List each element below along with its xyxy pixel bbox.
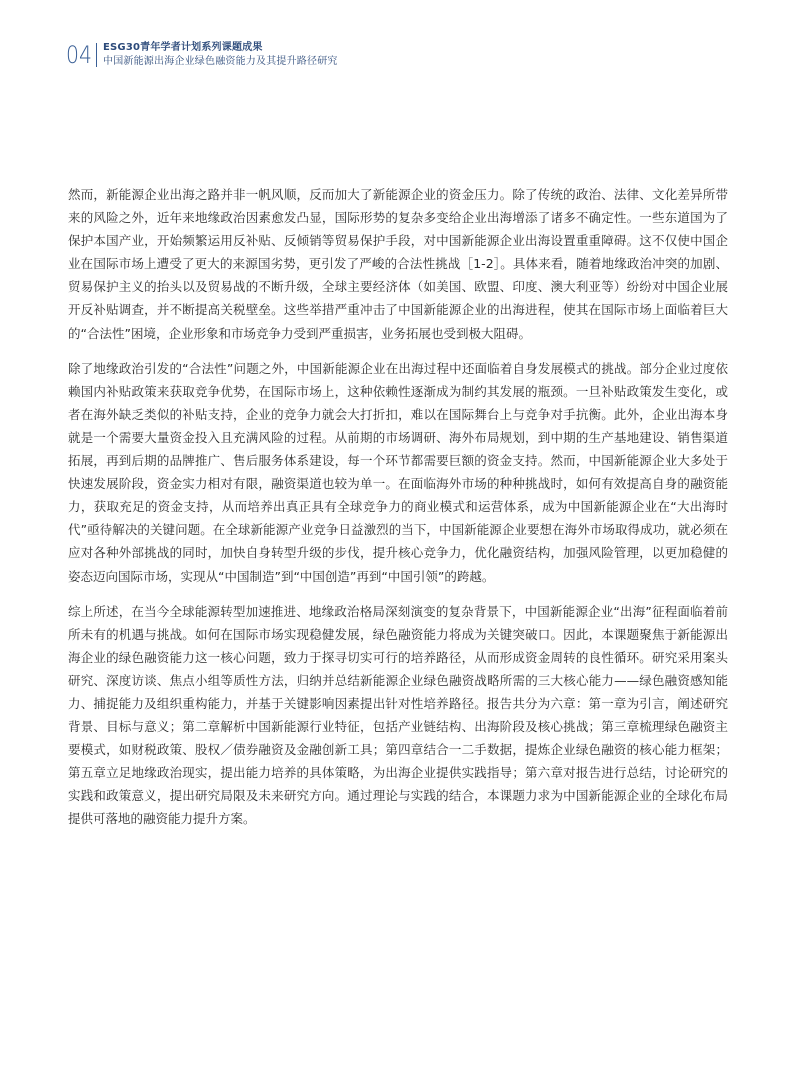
header-divider [96, 43, 97, 67]
paragraph-1: 然而，新能源企业出海之路并非一帆风顺，反而加大了新能源企业的资金压力。除了传统的政治、法律、文化差异所带来的风险之外，近年来地缘政治因素愈发凸显，国际形势的复杂多变给企业出海增添了诸多不确定性。一些东道国为了保护本国产业，开始频繁运用反补贴、反倾销等贸易保护手段，对中国新能源企业出海设置重重障碍。这不仅使中国企业在国际市场上遭受了更大的来源国劣势，更引发了严峻的合法性挑战［1-2］。具体来看，随着地缘政治冲突的加剧、贸易保护主义的抬头以及贸易战的不断升级，全球主要经济体（如美国、欧盟、印度、澳大利亚等）纷纷对中国企业展开反补贴调查，并不断提高关税壁垒。这些举措严重冲击了中国新能源企业的出海进程，使其在国际市场上面临着巨大的“合法性”困境，企业形象和市场竞争力受到严重损害，业务拓展也受到极大阻碍。 [68, 187, 728, 341]
body-text [68, 183, 728, 843]
paragraph-2: 除了地缘政治引发的“合法性”问题之外，中国新能源企业在出海过程中还面临着自身发展模式的挑战。部分企业过度依赖国内补贴政策来获取竞争优势，在国际市场上，这种依赖性逐渐成为制约其发展的瓶颈。一旦补贴政策发生变化，或者在海外缺乏类似的补贴支持，企业的竞争力就会大打折扣，难以在国际舞台上与竞争对手抗衡。此外，企业出海本身就是一个需要大量资金投入且充满风险的过程。从前期的市场调研、海外布局规划，到中期的生产基地建设、销售渠道拓展，再到后期的品牌推广、售后服务体系建设，每一个环节都需要巨额的资金支持。然而，中国新能源企业大多处于快速发展阶段，资金实力相对有限，融资渠道也较为单一。在面临海外市场的种种挑战时，如何有效提高自身的融资能力，获取充足的资金支持，从而培养出真正具有全球竞争力的商业模式和运营体系，成为中国新能源企业在“大出海时代”亟待解决的关键问题。在全球新能源产业竞争日益激烈的当下，中国新能源企业要想在海外市场取得成功，就必须在应对各种外部挑战的同时，加快自身转型升级的步伐，提升核心竞争力，优化融资结构，加强风险管理，以更加稳健的姿态迈向国际市场，实现从“中国制造”到“中国创造”再到“中国引领”的跨越。 [68, 360, 728, 584]
report-title: 中国新能源出海企业绿色融资能力及其提升路径研究 [103, 56, 338, 67]
paragraph-3: 综上所述，在当今全球能源转型加速推进、地缘政治格局深刻演变的复杂背景下，中国新能源企业“出海”征程面临着前所未有的机遇与挑战。如何在国际市场实现稳健发展，绿色融资能力将成为关键突破口。因此，本课题聚焦于新能源出海企业的绿色融资能力这一核心问题，致力于探寻切实可行的培养路径，从而形成资金周转的良性循环。研究采用案头研究、深度访谈、焦点小组等质性方法，归纳并总结新能源企业绿色融资战略所需的三大核心能力——绿色融资感知能力、捕捉能力及组织重构能力，并基于关键影响因素提出针对性培养路径。报告共分为六章：第一章为引言，阐述研究背景、目标与意义；第二章解析中国新能源行业特征，包括产业链结构、出海阶段及核心挑战；第三章梳理绿色融资主要模式，如财税政策、股权／债券融资及金融创新工具；第四章结合一二手数据，提炼企业绿色融资的核心能力框架；第五章立足地缘政治现实，提出能力培养的具体策略，为出海企业提供实践指导；第六章对报告进行总结，讨论研究的实践和政策意义，提出研究局限及未来研究方向。通过理论与实践的结合，本课题力求为中国新能源企业的全球化布局提供可落地的融资能力提升方案。 [68, 603, 728, 827]
running-header [66, 40, 338, 70]
header-titles [103, 42, 338, 68]
page-number: 04 [66, 41, 92, 69]
series-title: ESG30青年学者计划系列课题成果 [103, 42, 263, 53]
